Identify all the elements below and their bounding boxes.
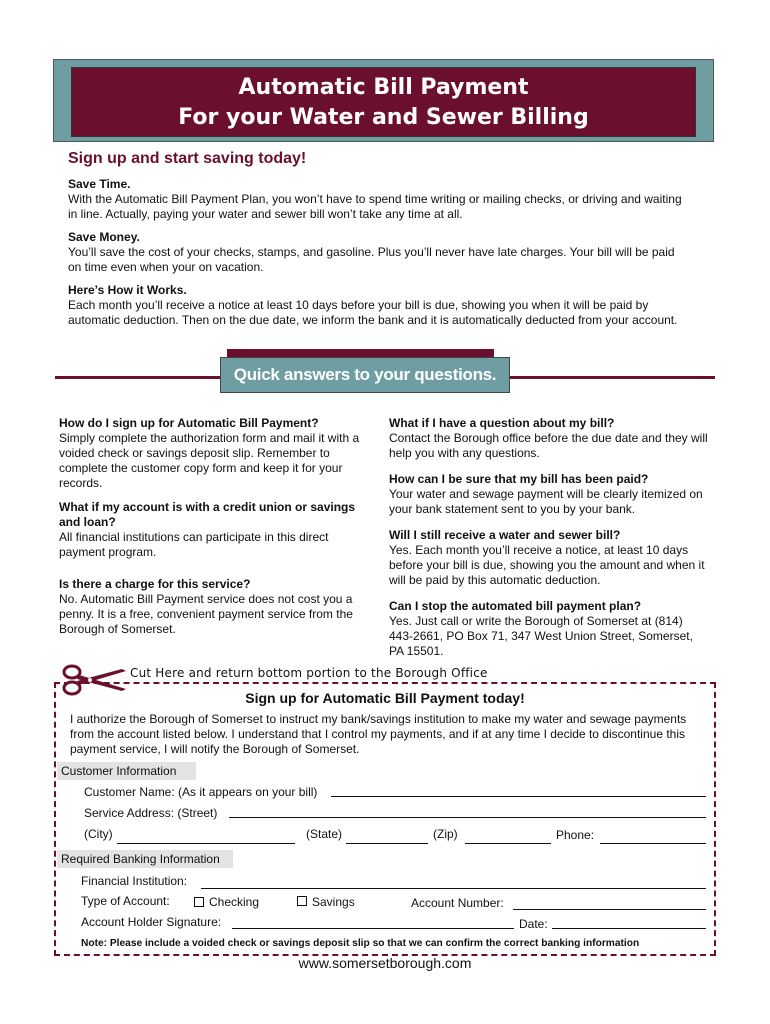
faq-item xyxy=(389,528,709,588)
intro-heading: Here’s How it Works. xyxy=(68,283,187,297)
intro-text: You’ll save the cost of your checks, stamps, and gasoline. Plus you’ll never have late charges. Your bill will be paid on time even when your on vacation. xyxy=(68,245,675,274)
faq-item xyxy=(389,472,709,517)
intro-heading: Save Time. xyxy=(68,177,131,191)
intro-how-it-works xyxy=(68,283,688,328)
faq-question: What if my account is with a credit union or savings and loan? xyxy=(59,500,356,529)
intro-heading: Save Money. xyxy=(68,230,140,244)
customer-name-label: Customer Name: (As it appears on your bill) xyxy=(84,785,318,799)
zip-label: (Zip) xyxy=(433,827,458,841)
checking-label: Checking xyxy=(209,895,260,909)
date-label: Date: xyxy=(519,917,548,931)
page-title-line1: Automatic Bill Payment xyxy=(238,75,529,100)
service-address-label: Service Address: (Street) xyxy=(84,806,218,820)
form-note: Note: Please include a voided check or savings deposit slip so that we can confirm the correct banking information xyxy=(81,938,640,949)
banking-information-heading: Required Banking Information xyxy=(57,850,233,868)
state-label: (State) xyxy=(306,827,343,841)
faq-item xyxy=(59,577,371,637)
faq-question: What if I have a question about my bill? xyxy=(389,416,615,430)
savings-checkbox[interactable] xyxy=(297,896,307,906)
form-title: Sign up for Automatic Bill Payment today! xyxy=(245,690,525,706)
city-field[interactable] xyxy=(117,843,295,844)
faq-answer: All financial institutions can participate in this direct payment program. xyxy=(59,530,329,559)
faq-item xyxy=(389,416,709,461)
customer-information-heading: Customer Information xyxy=(57,762,196,780)
type-of-account-label: Type of Account: xyxy=(81,894,170,908)
account-holder-signature-label: Account Holder Signature: xyxy=(81,915,222,929)
service-address-field[interactable] xyxy=(229,817,706,818)
faq-answer: Contact the Borough office before the due date and they will help you with any questions. xyxy=(389,431,708,460)
faq-item xyxy=(389,599,709,659)
customer-name-field[interactable] xyxy=(331,796,706,797)
checking-checkbox[interactable] xyxy=(194,897,204,907)
page-title-line2: For your Water and Sewer Billing xyxy=(178,105,589,130)
faq-answer: Your water and sewage payment will be clearly itemized on your bank statement sent to you by your bank. xyxy=(389,487,703,516)
intro-save-money xyxy=(68,230,688,275)
intro-text: With the Automatic Bill Payment Plan, you won’t have to spend time writing or mailing checks, or driving and waiting in line. Actually, paying your water and sewer bill won’t take any time at all. xyxy=(68,192,682,221)
faq-item xyxy=(59,416,371,491)
authorization-text: I authorize the Borough of Somerset to instruct my bank/savings institution to make my water and sewage payments from the account listed below. I understand that I control my payments, and if at any time I decide to discontinue this payment service, I will notify the Borough of Somerset. xyxy=(70,712,687,756)
faq-item xyxy=(59,500,371,560)
faq-question: How do I sign up for Automatic Bill Payment? xyxy=(59,416,319,430)
financial-institution-label: Financial Institution: xyxy=(81,874,188,888)
faq-answer: Yes. Each month you’ll receive a notice, at least 10 days before your bill is due, showing you the amount and when it will be paid by this automatic deduction. xyxy=(389,543,705,587)
faq-answer: Simply complete the authorization form and mail it with a voided check or savings deposit slip. Remember to complete the customer copy form and keep it for your records. xyxy=(59,431,360,490)
savings-label: Savings xyxy=(312,895,355,909)
zip-field[interactable] xyxy=(465,843,551,844)
cut-here-instruction: Cut Here and return bottom portion to the Borough Office xyxy=(130,666,488,680)
date-field[interactable] xyxy=(552,928,706,929)
account-number-label: Account Number: xyxy=(411,896,504,910)
quick-answers-heading: Quick answers to your questions. xyxy=(220,357,510,393)
state-field[interactable] xyxy=(346,843,428,844)
faq-question: Can I stop the automated bill payment plan? xyxy=(389,599,642,613)
city-label: (City) xyxy=(84,827,113,841)
phone-label: Phone: xyxy=(556,828,595,842)
faq-question: Will I still receive a water and sewer bill? xyxy=(389,528,621,542)
faq-right-column xyxy=(389,416,709,668)
intro-text: Each month you’ll receive a notice at least 10 days before your bill is due, showing you when it will be paid by automatic deduction. Then on the due date, we inform the bank and it is automatically deducted from your account. xyxy=(68,298,678,327)
page-title-banner xyxy=(71,67,696,137)
account-holder-signature-field[interactable] xyxy=(232,928,514,929)
faq-question: Is there a charge for this service? xyxy=(59,577,251,591)
faq-left-column xyxy=(59,416,371,646)
account-number-field[interactable] xyxy=(513,909,706,910)
intro-save-time xyxy=(68,177,688,222)
website-url: www.somersetborough.com xyxy=(298,955,472,971)
financial-institution-field[interactable] xyxy=(201,888,706,889)
faq-answer: No. Automatic Bill Payment service does not cost you a penny. It is a free, convenient payment service from the Borough of Somerset. xyxy=(59,592,353,636)
faq-question: How can I be sure that my bill has been paid? xyxy=(389,472,649,486)
faq-answer: Yes. Just call or write the Borough of Somerset at (814) 443-2661, PO Box 71, 347 West Union Street, Somerset, PA 15501. xyxy=(389,614,693,658)
tagline: Sign up and start saving today! xyxy=(68,150,307,167)
phone-field[interactable] xyxy=(600,843,706,844)
